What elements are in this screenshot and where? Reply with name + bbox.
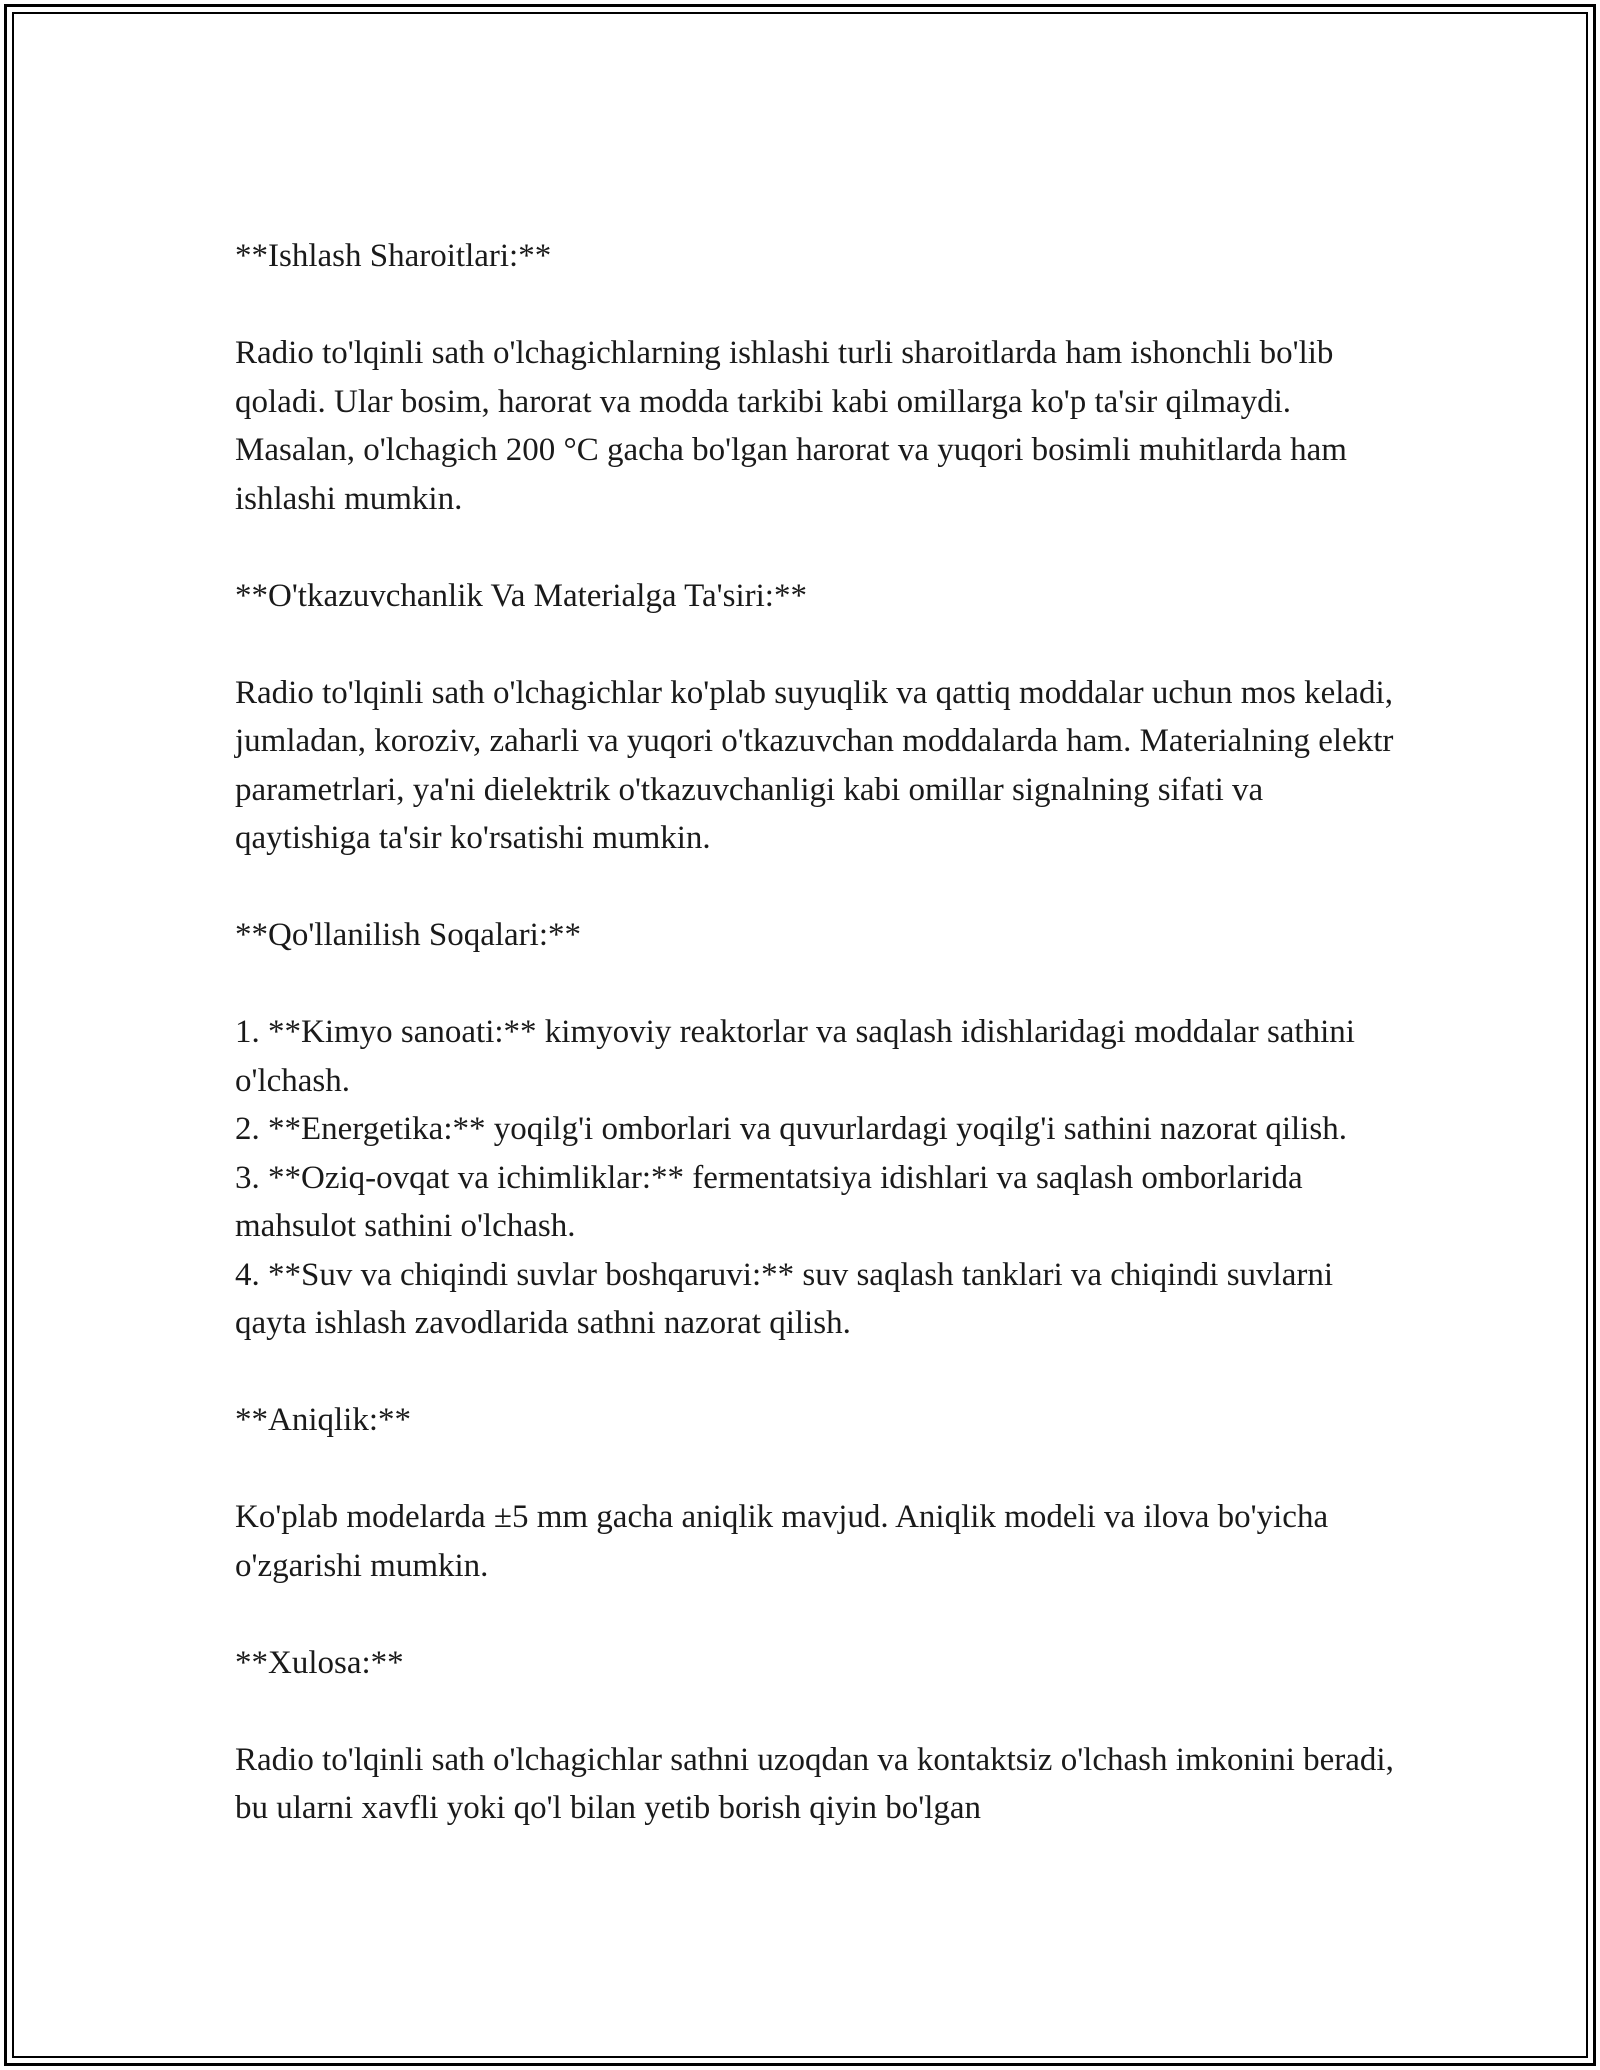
section-heading-conductivity: **O'tkazuvchanlik Va Materialga Ta'siri:** [235,577,807,614]
list-item: 2. **Energetika:** yoqilg'i omborlari va quvurlardagi yoqilg'i sathini nazorat qilish. [235,1111,1347,1147]
paragraph-gap [235,1590,1395,1639]
section-heading-applications: **Qo'llanilish Soqalari:** [235,917,582,953]
paragraph-gap [235,620,1395,669]
section-heading-conclusion: **Xulosa:** [235,1644,404,1681]
section-heading-accuracy: **Aniqlik:** [235,1402,412,1438]
paragraph-gap [235,1445,1395,1494]
paragraph-gap [235,863,1395,912]
applications-list [235,1008,1395,1348]
list-item: 3. **Oziq-ovqat va ichimliklar:** fermentatsiya idishlari va saqlash omborlarida mahsulot sathini o'lchash. [235,1159,1303,1244]
paragraph-gap [235,281,1395,330]
paragraph-gap [235,1348,1395,1397]
list-item: 1. **Kimyo sanoati:** kimyoviy reaktorlar va saqlash idishlaridagi moddalar sathini o'lchash. [235,1014,1355,1099]
section-body-accuracy: Ko'plab modelarda ±5 mm gacha aniqlik mavjud. Aniqlik modeli va ilova bo'yicha o'zgarishi mumkin. [235,1499,1329,1584]
section-body-conclusion: Radio to'lqinli sath o'lchagichlar sathni uzoqdan va kontaktsiz o'lchash imkonini beradi, bu ularni xavfli yoki qo'l bilan yetib borish qiyin bo'lgan [235,1741,1394,1826]
paragraph-gap [235,1687,1395,1736]
paragraph-gap [235,523,1395,572]
section-body-conductivity: Radio to'lqinli sath o'lchagichlar ko'plab suyuqlik va qattiq moddalar uchun mos keladi, jumladan, koroziv, zaharli va yuqori o'tkazuvchan moddalarda ham. Materialning elektr parametrlari, ya'ni dielektrik o'tkazuvchanligi kabi omillar signalning sifati va qaytishiga ta'sir ko'rsatishi mumkin. [235,674,1394,856]
paragraph-gap [235,960,1395,1009]
list-item: 4. **Suv va chiqindi suvlar boshqaruvi:** suv saqlash tanklari va chiqindi suvlarni qayta ishlash zavodlarida sathni nazorat qilish. [235,1256,1334,1341]
document-body [235,232,1395,1833]
section-heading-working-conditions: **Ishlash Sharoitlari:** [235,238,552,274]
section-body-working-conditions: Radio to'lqinli sath o'lchagichlarning ishlashi turli sharoitlarda ham ishonchli bo'lib qoladi. Ular bosim, harorat va modda tarkibi kabi omillarga ko'p ta'sir qilmaydi. Masalan, o'lchagich 200 °C gacha bo'lgan harorat va yuqori bosimli muhitlarda ham ishlashi mumkin. [235,335,1347,517]
